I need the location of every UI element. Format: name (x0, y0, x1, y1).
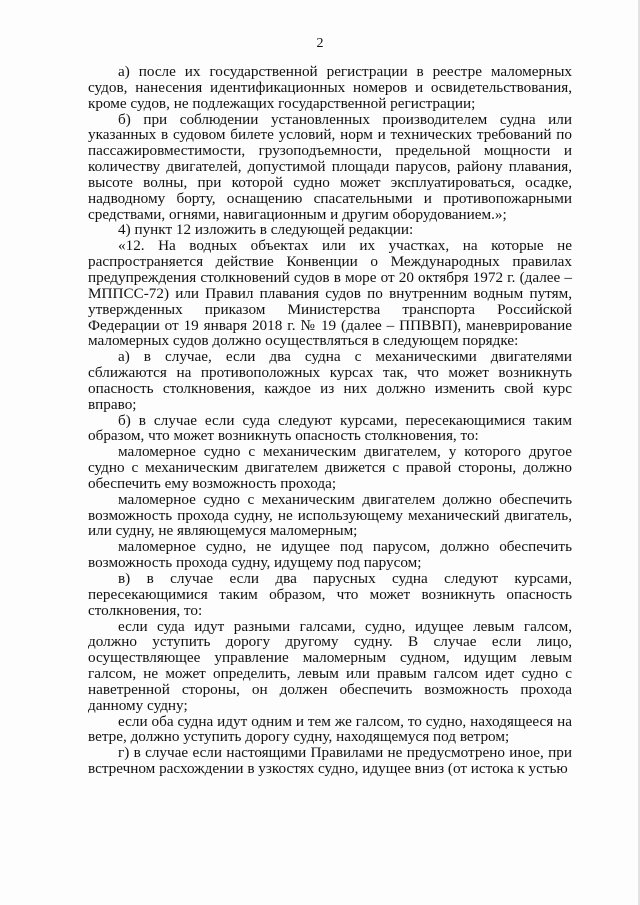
paragraph-a-opposite-courses: а) в случае, если два судна с механическими двигателями сближаются на противоположных курсах так, что может возникнуть опасность столкновения, каждое из них должно изменить свой курс вправо; (88, 348, 572, 413)
paragraph-b-conditions: б) при соблюдении установленных производителем судна или указанных в судовом билете условий, норм и технических требований по пассажировместимости, грузоподъемности, предельной мощности и количеству двигателей, допустимой площади парусов, району плавания, высоте волны, при которой судно может эксплуатироваться, осадке, надводному борту, оснащению спасательными и противопожарными средствами, огнями, навигационным и другим оборудованием.»; (88, 110, 572, 223)
document-body (88, 64, 572, 777)
paragraph-v-sailing-vessels: в) в случае если два парусных судна следуют курсами, пересекающимися таким образом, что может возникнуть опасность столкновения, то: (88, 570, 572, 619)
paragraph-motor-vessel-nonmotor: маломерное судно с механическим двигателем должно обеспечить возможность прохода судну, не использующему механический двигатель, или судну, не являющемуся маломерным; (88, 490, 572, 540)
paragraph-g-narrows: г) в случае если настоящими Правилами не предусмотрено иное, при встречном расхождении в узкостях судно, идущее вниз (от истока к устью (88, 744, 572, 778)
paragraph-b-crossing-courses: б) в случае если суда следуют курсами, пересекающимися таким образом, что может возникнуть опасность столкновения, то: (88, 411, 572, 445)
paragraph-item-4: 4) пункт 12 изложить в следующей редакции: (118, 221, 414, 239)
paragraph-a-registration: а) после их государственной регистрации в реестре маломерных судов, нанесения идентификационных номеров и освидетельствования, кроме судов, не подлежащих государственной регистрации; (88, 63, 572, 112)
paragraph-motor-vessel-right: маломерное судно с механическим двигателем, у которого другое судно с механическим двигателем движется с правой стороны, должно обеспечить ему возможность прохода; (88, 443, 572, 492)
page-number: 2 (316, 36, 324, 51)
paragraph-different-tacks: если суда идут разными галсами, судно, идущее левым галсом, должно уступить дорогу другому судну. В случае если лицо, осуществляющее управление маломерным судном, идущим левым галсом, не может определить, левым или правым галсом идет судно с наветренной стороны, он должен обеспечить возможность прохода данному судну; (88, 617, 572, 714)
paragraph-non-sailing: маломерное судно, не идущее под парусом, должно обеспечить возможность прохода судну, идущему под парусом; (88, 538, 572, 572)
paragraph-same-tack: если оба судна идут одним и тем же галсом, то судно, находящееся на ветре, должно уступить дорогу судну, находящемуся под ветром; (88, 712, 572, 746)
paragraph-point-12: «12. На водных объектах или их участках, на которые не распространяется действие Конвенции о Международных правилах предупреждения столкновений судов в море от 20 октября 1972 г. (далее – МППСС-72) или Правил плавания судов по внутренним водным путям, утвержденных приказом Министерства транспорта Российской Федерации от 19 января 2018 г. № 19 (далее – ППВВП), маневрирование маломерных судов должно осуществляться в следующем порядке: (88, 237, 572, 350)
